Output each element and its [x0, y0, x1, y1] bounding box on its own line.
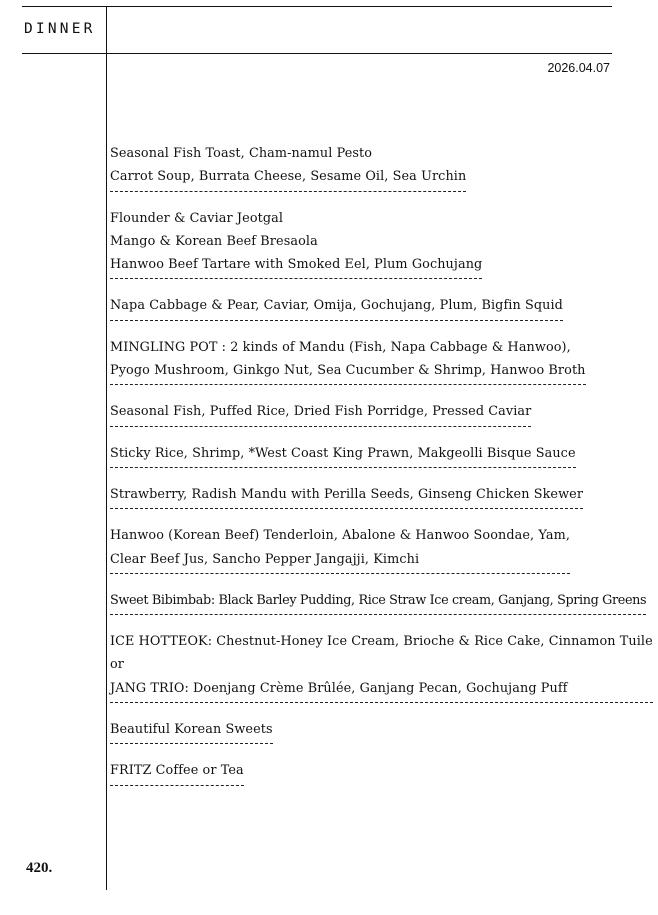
course-line: Flounder & Caviar Jeotgal	[110, 210, 284, 226]
course-line: or	[110, 657, 125, 673]
course-line: ICE HOTTEOK: Chestnut-Honey Ice Cream, Brioche & Rice Cake, Cinnamon Tuile	[110, 634, 653, 650]
course-item	[110, 142, 655, 192]
course-line: Seasonal Fish Toast, Cham-namul Pesto	[110, 146, 373, 161]
course-line: Hanwoo (Korean Beef) Tenderloin, Abalone & Hanwoo Soondae, Yam,	[110, 528, 571, 544]
header-rule	[22, 53, 612, 54]
course-line: Sticky Rice, Shrimp, *West Coast King Prawn, Makgeolli Bisque Sauce	[110, 445, 576, 461]
vertical-rule	[106, 6, 107, 890]
course-line: Pyogo Mushroom, Ginkgo Nut, Sea Cucumber & Shrimp, Hanwoo Broth	[110, 363, 586, 379]
course-item	[110, 336, 655, 386]
course-item	[110, 589, 655, 615]
course-line: Hanwoo Beef Tartare with Smoked Eel, Plum Gochujang	[110, 257, 483, 273]
menu-title: DINNER	[24, 21, 96, 37]
menu-price: 420.	[26, 860, 53, 876]
course-line: Seasonal Fish, Puffed Rice, Dried Fish Porridge, Pressed Caviar	[110, 404, 532, 420]
course-line: Mango & Korean Beef Bresaola	[110, 233, 318, 249]
course-item	[110, 759, 655, 785]
course-line: Strawberry, Radish Mandu with Perilla Seeds, Ginseng Chicken Skewer	[110, 486, 584, 502]
course-item	[110, 524, 655, 574]
course-line: Clear Beef Jus, Sancho Pepper Jangajji, Kimchi	[110, 551, 420, 567]
course-line: Sweet Bibimbab: Black Barley Pudding, Rice Straw Ice cream, Ganjang, Spring Greens	[110, 592, 647, 608]
course-line: JANG TRIO: Doenjang Crème Brûlée, Ganjang Pecan, Gochujang Puff	[110, 680, 568, 696]
course-item	[110, 442, 655, 468]
course-item	[110, 207, 655, 280]
course-item	[110, 400, 655, 426]
course-line: Carrot Soup, Burrata Cheese, Sesame Oil, Sea Urchin	[110, 169, 467, 185]
course-line: FRITZ Coffee or Tea	[110, 763, 244, 779]
course-item	[110, 718, 655, 744]
course-item	[110, 483, 655, 509]
course-line: Beautiful Korean Sweets	[110, 722, 273, 738]
course-item	[110, 294, 655, 320]
course-line: MINGLING POT : 2 kinds of Mandu (Fish, Napa Cabbage & Hanwoo),	[110, 339, 571, 355]
course-line: Napa Cabbage & Pear, Caviar, Omija, Gochujang, Plum, Bigfin Squid	[110, 298, 563, 314]
course-item	[110, 630, 655, 703]
top-rule	[22, 6, 612, 7]
menu-date: 2026.04.07	[547, 61, 610, 75]
course-list	[110, 142, 655, 801]
